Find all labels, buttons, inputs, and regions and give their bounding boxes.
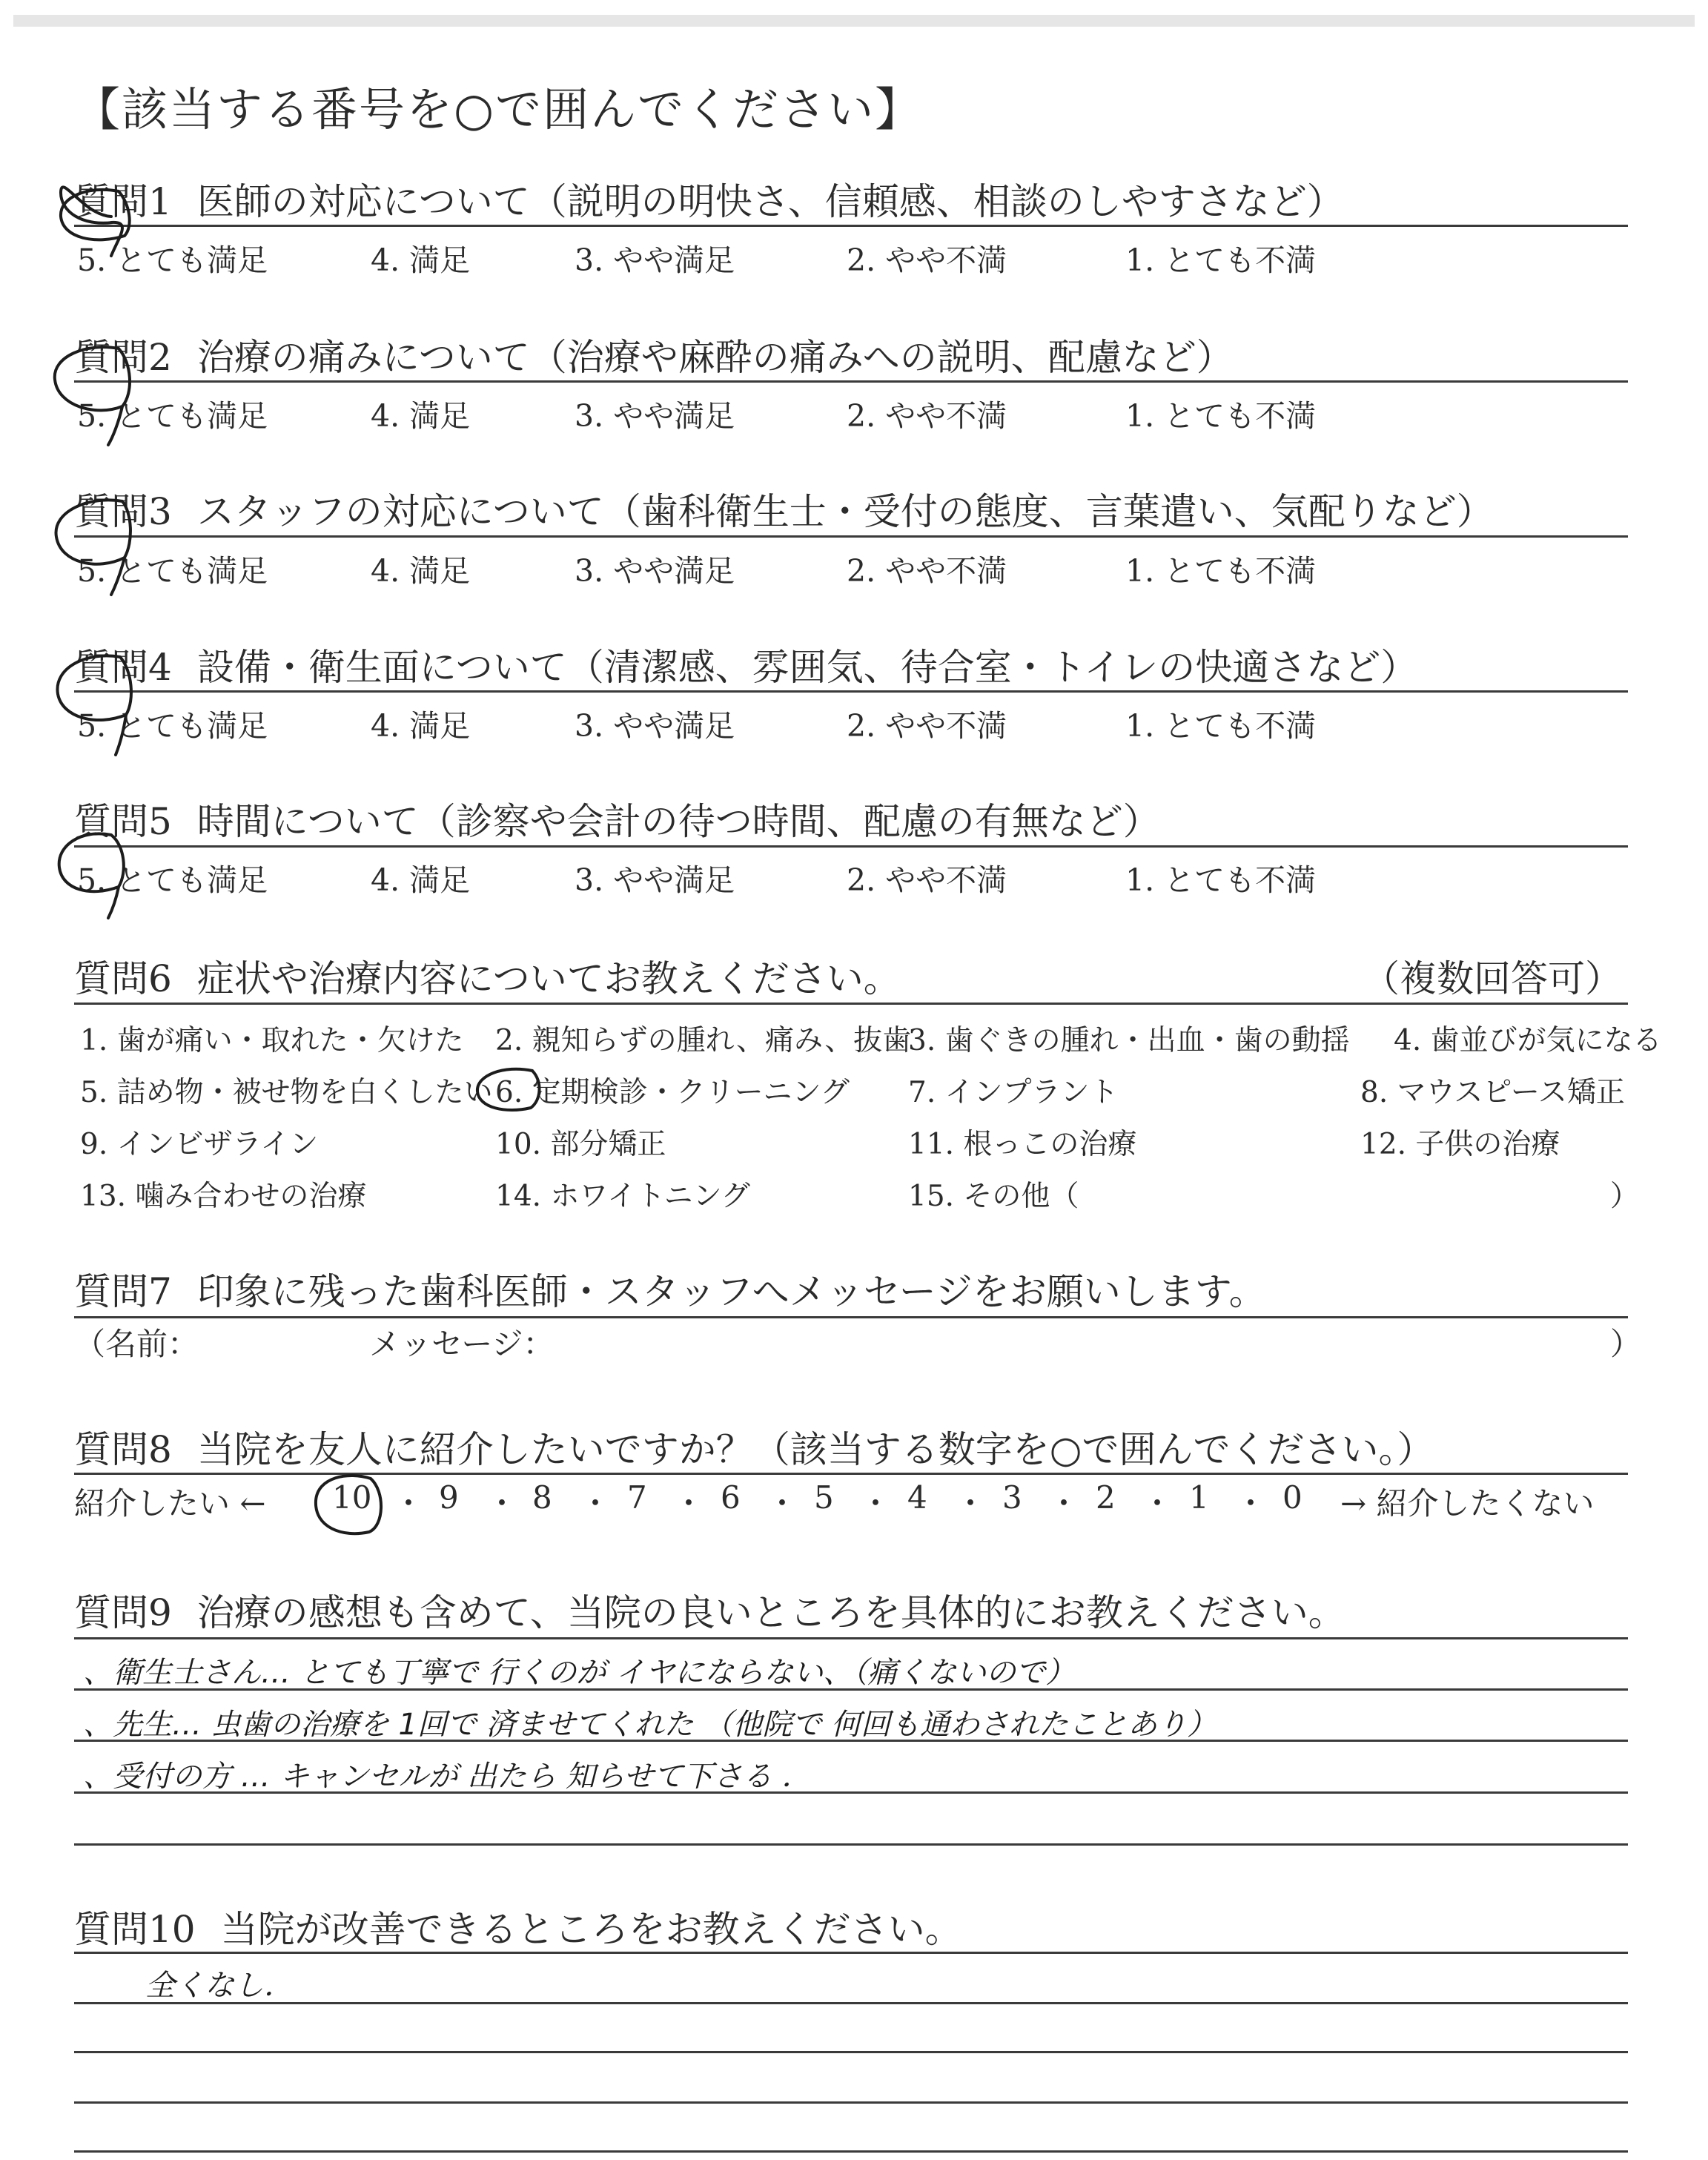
q8-separator: ・ [673,1485,705,1522]
q7-message-label[interactable]: メッセージ： [369,1326,555,1362]
q8-separator: ・ [1048,1485,1080,1522]
q2-circle-loop [55,347,130,410]
q6-item-9[interactable]: 9. インビザライン [80,1128,319,1161]
q7-close: ） [1610,1326,1642,1362]
q6-item-5[interactable]: 5. 詰め物・被せ物を白くしたい [80,1076,493,1109]
q3-option-4[interactable]: 4. 満足 [371,553,471,589]
q5-option-1[interactable]: 1. とても不満 [1125,862,1317,898]
q5-circle-loop [59,833,124,891]
q9-answer-3[interactable]: 、受付の方 … キャンセルが 出たら 知らせて下さる ． [83,1760,812,1794]
q8-score-1[interactable]: 1 [1189,1479,1209,1516]
q2-option-3[interactable]: 3. やや満足 [575,398,735,434]
q8-separator: ・ [767,1485,798,1522]
q5-option-4[interactable]: 4. 満足 [371,862,471,898]
q6-item-15-close: ） [1610,1180,1640,1213]
q6-item-10[interactable]: 10. 部分矯正 [495,1128,666,1161]
question-1: 質問1 医師の対応について（説明の明快さ、信頼感、相談のしやすさなど） [74,180,1344,223]
q10-answer[interactable]: 全くなし． [145,1969,294,2003]
question-2: 質問2 治療の痛みについて（治療や麻酔の痛みへの説明、配慮など） [74,336,1234,379]
question-5: 質問5 時間について（診察や会計の待つ時間、配慮の有無など） [74,800,1160,843]
q5-option-2[interactable]: 2. やや不満 [847,862,1007,898]
q2-circle-tail [108,406,122,445]
q8-score-6[interactable]: 6 [721,1479,741,1516]
q5-circle-tail [108,887,119,918]
q6-item-4[interactable]: 4. 歯並びが気になる [1394,1024,1662,1057]
q6-item-14[interactable]: 14. ホワイトニング [495,1180,750,1213]
q5-option-5[interactable]: 5. とても満足 [77,862,268,898]
q4-circle-loop [57,655,131,720]
q1-option-5[interactable]: 5. とても満足 [77,242,268,278]
question-6: 質問6 症状や治療内容についてお教えください。 [74,957,901,1000]
q8-score-10[interactable]: 10 [332,1479,372,1516]
q4-option-3[interactable]: 3. やや満足 [575,708,735,744]
q9-answer-1[interactable]: 、衛生士さん… とても丁寧で 行くのが イヤにならない、（痛くないので） [83,1656,1076,1690]
q8-score-8[interactable]: 8 [532,1479,552,1516]
q8-score-7[interactable]: 7 [627,1479,647,1516]
q3-option-1[interactable]: 1. とても不満 [1125,553,1317,589]
q9-answer-2[interactable]: 、先生… 虫歯の治療を 1回で 済ませてくれた （他院で 何回も通わされたことあり） [83,1708,1217,1742]
q1-option-3[interactable]: 3. やや満足 [575,242,735,278]
q2-option-1[interactable]: 1. とても不満 [1125,398,1317,434]
q4-option-1[interactable]: 1. とても不満 [1125,708,1317,744]
q6-item-12[interactable]: 12. 子供の治療 [1360,1128,1560,1161]
q3-option-3[interactable]: 3. やや満足 [575,553,735,589]
q8-separator: ・ [1142,1485,1174,1522]
q4-option-2[interactable]: 2. やや不満 [847,708,1007,744]
q6-item6-circle [477,1069,540,1110]
q5-option-3[interactable]: 3. やや満足 [575,862,735,898]
q8-separator: ・ [486,1485,518,1522]
q6-item-6[interactable]: 6. 定期検診・クリーニング [495,1076,850,1109]
form-title: 【該当する番号を○で囲んでください】 [74,82,923,136]
question-8: 質問8 当院を友人に紹介したいですか？（該当する数字を○で囲んでください。） [74,1428,1434,1471]
question-7: 質問7 印象に残った歯科医師・スタッフへメッセージをお願いします。 [74,1270,1266,1313]
q2-option-4[interactable]: 4. 満足 [371,398,471,434]
q8-score10-circle [316,1476,381,1533]
q8-separator: ・ [955,1485,987,1522]
q8-score-4[interactable]: 4 [907,1479,927,1516]
q7-name-label[interactable]: （名前： [74,1326,199,1362]
q8-score-3[interactable]: 3 [1002,1479,1022,1516]
q4-circle-tail [116,715,126,755]
q2-option-2[interactable]: 2. やや不満 [847,398,1007,434]
question-4: 質問4 設備・衛生面について（清潔感、雰囲気、待合室・トイレの快適さなど） [74,646,1418,689]
q1-option-2[interactable]: 2. やや不満 [847,242,1007,278]
q4-option-5[interactable]: 5. とても満足 [77,708,268,744]
q8-score-2[interactable]: 2 [1096,1479,1116,1516]
q1-option-1[interactable]: 1. とても不満 [1125,242,1317,278]
q3-circle-loop [56,500,130,564]
q6-item-11[interactable]: 11. 根っこの治療 [908,1128,1137,1161]
q8-separator: ・ [580,1485,612,1522]
q8-separator: ・ [860,1485,892,1522]
question-9: 質問9 治療の感想も含めて、当院の良いところを具体的にお教えください。 [74,1591,1345,1634]
question-10: 質問10 当院が改善できるところをお教えください。 [74,1908,962,1951]
q6-item-3[interactable]: 3. 歯ぐきの腫れ・出血・歯の動揺 [908,1024,1350,1057]
q6-item-2[interactable]: 2. 親知らずの腫れ、痛み、抜歯 [495,1024,912,1057]
q3-option-2[interactable]: 2. やや不満 [847,553,1007,589]
q8-right-label: → 紹介したくない [1340,1485,1595,1522]
q8-separator: ・ [393,1485,425,1522]
q4-option-4[interactable]: 4. 満足 [371,708,471,744]
question-3: 質問3 スタッフの対応について（歯科衛生士・受付の態度、言葉遣い、気配りなど） [74,490,1494,533]
q6-item-7[interactable]: 7. インプラント [908,1076,1119,1109]
q6-item-13[interactable]: 13. 噛み合わせの治療 [80,1180,367,1213]
q6-item-15[interactable]: 15. その他（ [908,1180,1079,1213]
q6-note: （複数回答可） [1363,957,1622,1000]
q1-option-4[interactable]: 4. 満足 [371,242,471,278]
q8-separator: ・ [1235,1485,1267,1522]
q6-item-8[interactable]: 8. マウスピース矯正 [1360,1076,1625,1109]
q6-item-1[interactable]: 1. 歯が痛い・取れた・欠けた [80,1024,464,1057]
q8-score-5[interactable]: 5 [814,1479,834,1516]
q8-left-label: 紹介したい ← [74,1485,266,1522]
q8-score-9[interactable]: 9 [439,1479,459,1516]
q8-score-0[interactable]: 0 [1282,1479,1302,1516]
q3-option-5[interactable]: 5. とても満足 [77,553,268,589]
q2-option-5[interactable]: 5. とても満足 [77,398,268,434]
